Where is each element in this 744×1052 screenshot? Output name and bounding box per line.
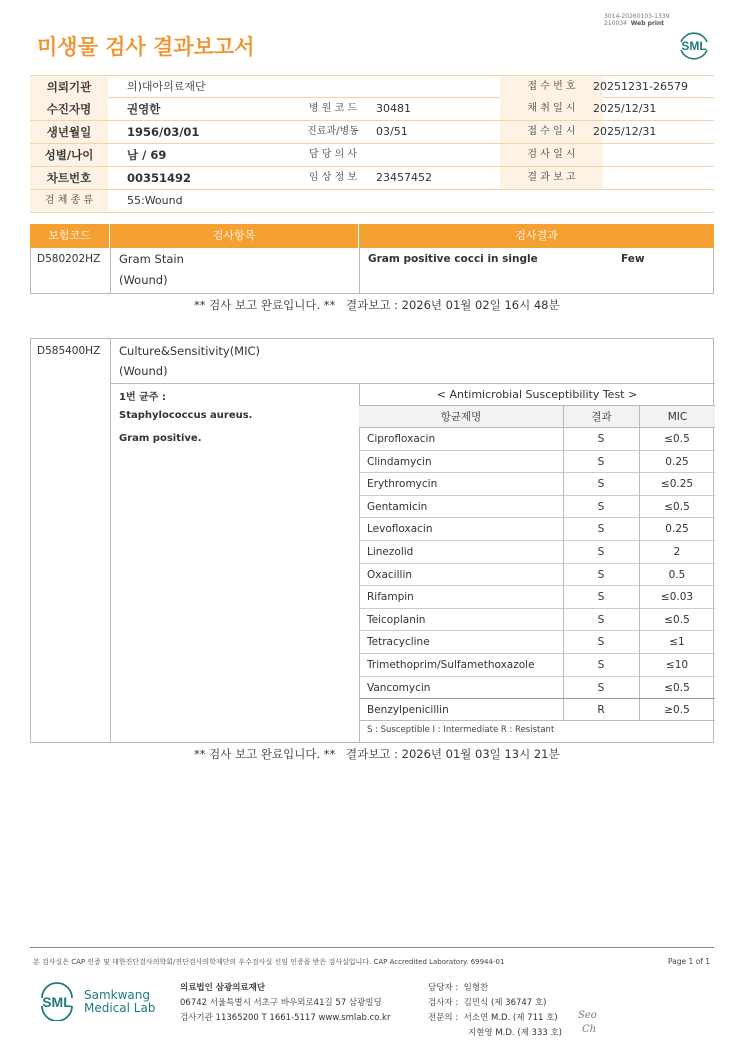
header-code: 보험코드: [48, 229, 91, 242]
ast-drug: Rifampin: [367, 591, 414, 604]
test1-result: Gram positive cocci in single: [368, 253, 538, 265]
info-row-4: [30, 144, 714, 167]
info-row-5: [30, 167, 714, 190]
test1-item-line2: (Wound): [119, 273, 168, 287]
specimen-label: 검 체 종 류: [30, 190, 108, 212]
sex-age-value: 남 / 69: [127, 148, 167, 162]
ast-mic: ≤0.25: [660, 478, 694, 491]
logo-text: SML: [681, 39, 707, 53]
institution-label: 의뢰기관: [30, 76, 108, 98]
ast-row: [359, 451, 715, 474]
brand-name: [84, 989, 155, 1015]
ast-drug: Ciprofloxacin: [367, 433, 436, 445]
specimen-value: 55:Wound: [127, 194, 183, 207]
test-date-label: 검 사 일 시: [500, 144, 603, 166]
ast-row: [359, 631, 715, 654]
ast-mic: 0.5: [668, 568, 686, 581]
ast-result: S: [597, 433, 605, 445]
ast-result: S: [597, 636, 605, 649]
test1-done: ** 검사 보고 완료입니다. **: [194, 298, 336, 312]
page-number: Page 1 of 1: [668, 957, 711, 966]
manager-name: 임형찬: [463, 983, 489, 993]
ast-mic: ≥0.5: [664, 704, 690, 717]
ast-row: [359, 699, 715, 722]
specialist-name-2: 지현영 M.D. (제 333 호): [468, 1028, 563, 1038]
ast-drug: Gentamicin: [367, 500, 428, 513]
report-title: 미생물 검사 결과보고서: [37, 35, 255, 59]
test2-item-line2: (Wound): [119, 364, 168, 378]
test1-report-time: 결과보고 : 2026년 01월 02일 16시 48분: [346, 298, 560, 312]
ast-drug: Trimethoprim/Sulfamethoxazole: [367, 659, 535, 671]
ast-drug: Oxacillin: [367, 568, 413, 581]
web-print-label: Web print: [630, 20, 665, 27]
ast-mic: ≤0.5: [664, 613, 690, 626]
ast-result: S: [597, 523, 605, 536]
sml-logo-icon: [676, 27, 712, 63]
ast-drug: Levofloxacin: [367, 523, 433, 536]
org-address: 06742 서울특별시 서초구 바우뫼로41길 57 삼광빌딩: [180, 998, 382, 1008]
institution-value: 의)대아의료재단: [127, 80, 206, 93]
ast-mic: 0.25: [665, 523, 689, 536]
brand-line1: Samkwang: [84, 988, 150, 1002]
sex-age-label: 성별/나이: [30, 144, 108, 166]
signature-2: Ch: [582, 1024, 597, 1035]
receipt-no-value: 20251231-26579: [593, 80, 688, 93]
sml-footer-logo-icon: [37, 981, 77, 1021]
ast-drug: Tetracycline: [367, 636, 430, 649]
collect-date-value: 2025/12/31: [593, 102, 657, 115]
chart-no-value: 00351492: [127, 171, 192, 185]
hospital-code-label: 병 원 코 드: [308, 103, 358, 114]
name-label: 수진자명: [30, 98, 108, 120]
ast-drug: Teicoplanin: [367, 613, 426, 626]
ast-row: [359, 586, 715, 609]
clinical-value: 23457452: [376, 171, 432, 184]
ast-row: [359, 496, 715, 519]
ast-row: [359, 473, 715, 496]
tester-name: 김민식 (제 36747 호): [463, 998, 547, 1008]
test2-report-time: 결과보고 : 2026년 01월 03일 13시 21분: [346, 747, 560, 761]
ast-mic: ≤0.5: [664, 681, 690, 694]
ast-result: S: [597, 613, 605, 626]
ast-drug: Benzylpenicillin: [367, 704, 449, 717]
ast-mic: 2: [673, 546, 681, 558]
results-header: [30, 224, 714, 248]
ast-result: R: [597, 704, 605, 717]
specialist-name-1: 서소연 M.D. (제 711 호): [463, 1013, 558, 1023]
header-item: 검사항목: [109, 224, 358, 248]
ast-mic: ≤1: [669, 636, 685, 649]
specialist-label: 전문의 :: [428, 1013, 459, 1023]
org-contact: 검사기관 11365200 T 1661-5117 www.smlab.co.kr: [180, 1013, 391, 1023]
signature-1: Seo: [578, 1010, 597, 1021]
col-mic: MIC: [639, 406, 715, 428]
info-row-2: [30, 98, 714, 121]
signature: [578, 1009, 597, 1037]
receipt-date-value: 2025/12/31: [593, 125, 657, 138]
ast-mic: 0.25: [665, 455, 689, 468]
info-row-6: [30, 190, 714, 213]
ast-mic: ≤10: [665, 659, 689, 671]
ast-table: [359, 383, 715, 744]
org-name: 의료법인 삼광의료재단: [180, 983, 266, 993]
ast-legend: S : Susceptible I : Intermediate R : Resistant: [367, 725, 555, 735]
ast-result: S: [597, 478, 605, 491]
receipt-date-label: 접 수 일 시: [500, 121, 603, 143]
brand-line2: Medical Lab: [84, 1001, 156, 1015]
test2-code: D585400HZ: [37, 345, 101, 357]
ast-mic: ≤0.5: [664, 433, 690, 445]
ast-result: S: [597, 500, 605, 513]
dept-value: 03/51: [376, 125, 408, 138]
patient-info-table: [30, 75, 714, 213]
report-label: 결 과 보 고: [500, 167, 603, 189]
ast-row: [359, 609, 715, 632]
isolate-label: 1번 균주 :: [119, 392, 166, 403]
col-drug: 항균제명: [440, 411, 482, 423]
test2-done: ** 검사 보고 완료입니다. **: [194, 747, 336, 761]
receipt-no-label: 접 수 번 호: [500, 76, 603, 98]
ast-column-header: [359, 406, 715, 428]
ast-drug: Linezolid: [367, 546, 414, 558]
ast-title: < Antimicrobial Susceptibility Test >: [359, 383, 715, 406]
test1-item-line1: Gram Stain: [119, 252, 184, 266]
chart-no-label: 차트번호: [30, 167, 108, 189]
col-result: 결과: [563, 406, 639, 428]
ast-result: S: [597, 568, 605, 581]
hospital-code-value: 30481: [376, 102, 411, 115]
ast-result: S: [597, 591, 605, 604]
collect-date-label: 채 취 일 시: [500, 98, 603, 120]
gram-result: Gram positive.: [119, 433, 202, 444]
info-row-3: [30, 121, 714, 144]
birth-value: 1956/03/01: [127, 125, 200, 139]
doctor-label: 담 당 의 사: [308, 149, 358, 160]
print-code: [604, 13, 669, 27]
clinical-label: 임 상 정 보: [308, 172, 358, 183]
ast-drug: Vancomycin: [367, 681, 431, 694]
footer-note: 본 검사실은 CAP 인증 및 대한진단검사의학회/진단검사의학재단의 우수검사실 신임 인증을 받은 검사실입니다. CAP Accredited Laboratory. 69944-01: [33, 958, 505, 966]
ast-row: [359, 518, 715, 541]
test1-amount: Few: [621, 253, 645, 265]
birth-label: 생년월일: [30, 121, 108, 143]
manager-label: 담당자 :: [428, 983, 459, 993]
test2-item-line1: Culture&Sensitivity(MIC): [119, 344, 261, 358]
culture-section: [30, 338, 714, 743]
ast-row: [359, 677, 715, 700]
staff-info: [428, 981, 562, 1041]
ast-drug: Erythromycin: [367, 478, 438, 491]
test1-code: D580202HZ: [37, 253, 101, 265]
print-code-line2: 210034: [604, 20, 627, 27]
organism-name: Staphylococcus aureus.: [119, 410, 253, 421]
footer-logo-text: SML: [42, 994, 72, 1010]
ast-result: S: [597, 681, 605, 694]
print-code-line1: 3014-20260103-1339: [604, 13, 670, 20]
ast-row: [359, 564, 715, 587]
ast-result: S: [597, 546, 605, 558]
org-info: [180, 981, 390, 1026]
ast-mic: ≤0.03: [660, 591, 694, 604]
ast-mic: ≤0.5: [664, 500, 690, 513]
ast-row: [359, 428, 715, 451]
tester-label: 검사자 :: [428, 998, 459, 1008]
dept-label: 진료과/병동: [307, 126, 359, 137]
ast-row: [359, 654, 715, 677]
footer-divider: [30, 947, 714, 948]
name-value: 권영한: [127, 102, 161, 116]
ast-drug: Clindamycin: [367, 455, 432, 468]
ast-row: [359, 541, 715, 564]
ast-result: S: [597, 455, 605, 468]
ast-result: S: [597, 659, 605, 671]
info-row-1: [30, 75, 714, 98]
gram-stain-section: [30, 248, 714, 294]
header-result: 검사결과: [358, 224, 714, 248]
